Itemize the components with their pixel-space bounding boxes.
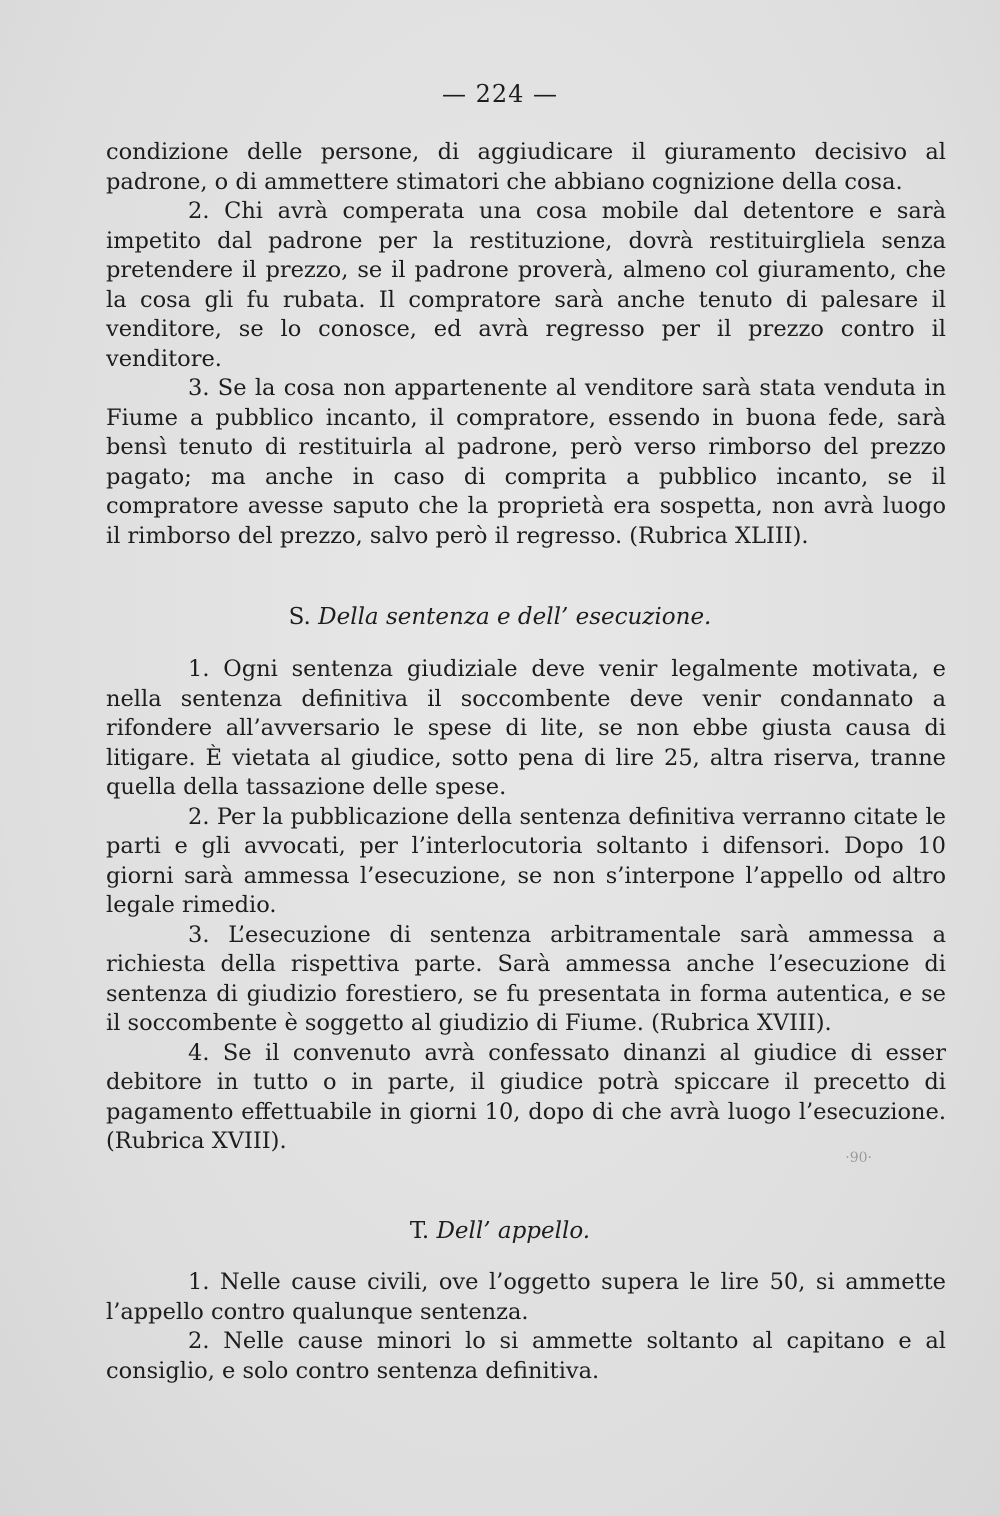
section-s-body bbox=[106, 655, 946, 1157]
section-t-body bbox=[106, 1268, 946, 1386]
paragraph-t-2: 2. Nelle cause minori lo si ammette soltanto al capitano e al consiglio, e solo contro sentenza definitiva. bbox=[106, 1328, 946, 1384]
paragraph-3: 3. Se la cosa non appartenente al venditore sarà stata venduta in Fiume a pubblico incanto, il compratore, essendo in buona fede, sarà bensì tenuto di restituirla al padrone, però verso rimborso del prezzo pagato; ma anche in caso di comprita a pubblico incanto, se il compratore avesse saputo che la proprietà era sospetta, non avrà luogo il rimborso del prezzo, salvo però il regresso. (Rubrica XLIII). bbox=[106, 375, 946, 549]
section-letter: S. bbox=[288, 604, 311, 630]
stray-mark: ·90· bbox=[845, 1150, 872, 1166]
paragraph-t-1: 1. Nelle cause civili, ove l’oggetto supera le lire 50, si ammette l’appello contro qualunque sentenza. bbox=[106, 1269, 946, 1325]
section-heading-s bbox=[0, 604, 1000, 630]
paragraph-continuation: condizione delle persone, di aggiudicare il giuramento decisivo al padrone, o di ammettere stimatori che abbiano cognizione della cosa. bbox=[106, 139, 946, 195]
paragraph-2: 2. Chi avrà comperata una cosa mobile dal detentore e sarà impetito dal padrone per la restituzione, dovrà restituirgliela senza pretendere il prezzo, se il padrone proverà, almeno col giuramento, che la cosa gli fu rubata. Il compratore sarà anche tenuto di palesare il venditore, se lo conosce, ed avrà regresso per il prezzo contro il venditore. bbox=[106, 198, 946, 372]
block-continuation bbox=[106, 138, 946, 551]
section-title: Della sentenza e dell’ esecuzione. bbox=[318, 604, 712, 630]
section-letter: T. bbox=[409, 1218, 430, 1244]
page-number: — 224 — bbox=[441, 80, 559, 108]
paragraph-s-3: 3. L’esecuzione di sentenza arbitramentale sarà ammessa a richiesta della rispettiva parte. Sarà ammessa anche l’esecuzione di sentenza di giudizio forestiero, se fu presentata in forma autentica, e se il soccombente è soggetto al giudizio di Fiume. (Rubrica XVIII). bbox=[106, 921, 946, 1036]
section-title: Dell’ appello. bbox=[436, 1218, 591, 1244]
paragraph-s-2: 2. Per la pubblicazione della sentenza definitiva verranno citate le parti e gli avvocati, per l’interlocutoria soltanto i difensori. Dopo 10 giorni sarà ammessa l’esecuzione, se non s’interpone l’appello od altro legale rimedio. bbox=[106, 803, 946, 918]
paragraph-s-4: 4. Se il convenuto avrà confessato dinanzi al giudice di esser debitore in tutto o in parte, il giudice potrà spiccare il precetto di pagamento effettuabile in giorni 10, dopo di che avrà luogo l’esecuzione. (Rubrica XVIII). bbox=[106, 1039, 946, 1154]
section-heading-t bbox=[0, 1218, 1000, 1244]
paragraph-s-1: 1. Ogni sentenza giudiziale deve venir legalmente motivata, e nella sentenza definitiva il soccombente deve venir condannato a rifondere all’avversario le spese di lite, se non ebbe giusta causa di litigare. È vietata al giudice, sotto pena di lire 25, altra riserva, tranne quella della tassazione delle spese. bbox=[106, 656, 946, 800]
